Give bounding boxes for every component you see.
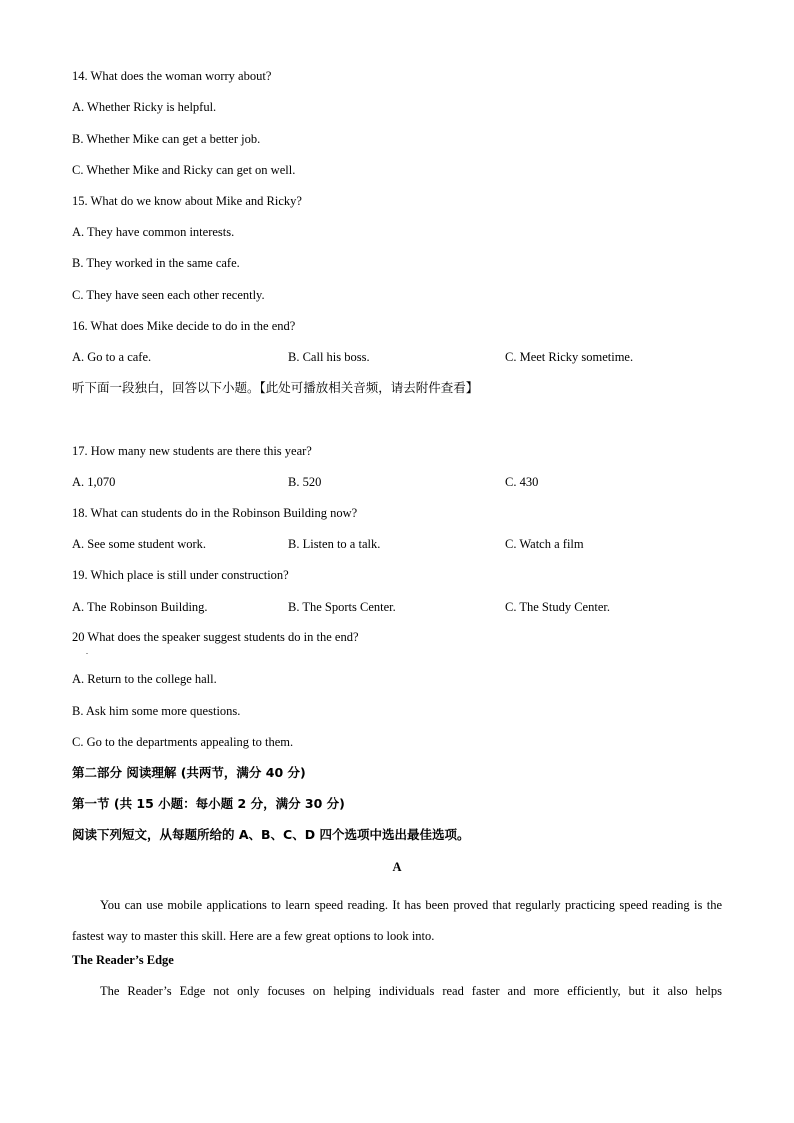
- question-17-stem: 17. How many new students are there this year?: [72, 444, 312, 458]
- question-15-option-a: A. They have common interests.: [72, 225, 235, 239]
- question-15-stem: 15. What do we know about Mike and Ricky?: [72, 194, 302, 208]
- reading-instruction: 阅读下列短文，从每题所给的 A、B、C、D 四个选项中选出最佳选项。: [72, 827, 470, 842]
- passage-body-paragraph: The Reader’s Edge not only focuses on helping individuals read faster and more efficiently, but it also helps: [100, 984, 722, 998]
- question-14-option-b: B. Whether Mike can get a better job.: [72, 132, 261, 146]
- part-two-title: 第二部分 阅读理解 (共两节，满分 40 分): [72, 765, 306, 780]
- question-16-option-b: B. Call his boss.: [288, 350, 370, 364]
- question-17-option-c: C. 430: [505, 475, 539, 489]
- question-18-option-b: B. Listen to a talk.: [288, 537, 381, 551]
- question-19-option-c: C. The Study Center.: [505, 600, 610, 614]
- passage-intro-paragraph: You can use mobile applications to learn speed reading. It has been proved that regularly practicing speed reading is the fastest way to master this skill. Here are a few great options to look into.: [72, 898, 722, 943]
- question-19-stem: 19. Which place is still under construction?: [72, 568, 289, 582]
- question-20-option-c: C. Go to the departments appealing to them.: [72, 735, 294, 749]
- passage-letter: A: [392, 860, 402, 874]
- question-16-option-a: A. Go to a cafe.: [72, 350, 152, 364]
- question-17-option-b: B. 520: [288, 475, 322, 489]
- question-14-option-c: C. Whether Mike and Ricky can get on well.: [72, 163, 296, 177]
- question-20-option-a: A. Return to the college hall.: [72, 672, 217, 686]
- question-15-option-b: B. They worked in the same cafe.: [72, 256, 240, 270]
- question-19-option-a: A. The Robinson Building.: [72, 600, 208, 614]
- monologue-instruction: 听下面一段独白，回答以下小题。【此处可播放相关音频，请去附件查看】: [72, 380, 479, 395]
- question-20-stem: 20 What does the speaker suggest students do in the end?: [72, 630, 359, 644]
- question-17-option-a: A. 1,070: [72, 475, 116, 489]
- question-19-option-b: B. The Sports Center.: [288, 600, 396, 614]
- question-18-stem: 18. What can students do in the Robinson Building now?: [72, 506, 358, 520]
- question-14-stem: 14. What does the woman worry about?: [72, 69, 272, 83]
- question-18-option-a: A. See some student work.: [72, 537, 207, 551]
- question-14-option-a: A. Whether Ricky is helpful.: [72, 100, 217, 114]
- question-15-option-c: C. They have seen each other recently.: [72, 288, 265, 302]
- section-one-title: 第一节 (共 15 小题：每小题 2 分，满分 30 分): [72, 796, 345, 811]
- question-18-option-c: C. Watch a film: [505, 537, 584, 551]
- question-16-option-c: C. Meet Ricky sometime.: [505, 350, 634, 364]
- question-20-option-b: B. Ask him some more questions.: [72, 704, 241, 718]
- passage-subheading: The Reader’s Edge: [72, 953, 174, 967]
- stray-dot-mark: .: [86, 647, 88, 656]
- question-16-stem: 16. What does Mike decide to do in the end?: [72, 319, 296, 333]
